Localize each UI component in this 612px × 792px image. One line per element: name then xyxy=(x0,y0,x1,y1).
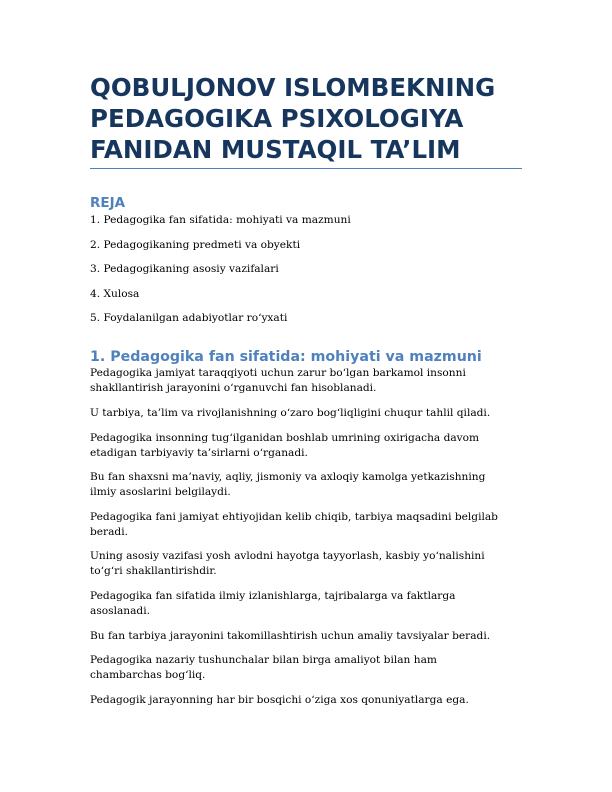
section-body xyxy=(90,366,522,707)
title-line: PEDAGOGIKA PSIXOLOGIYA xyxy=(90,104,464,133)
paragraph-line: ilmiy asoslarini belgilaydi. xyxy=(90,486,231,499)
paragraph xyxy=(90,431,522,461)
paragraph xyxy=(90,693,522,708)
paragraph xyxy=(90,589,522,619)
paragraph xyxy=(90,629,522,644)
title-line: FANIDAN MUSTAQIL TA’LIM xyxy=(90,135,461,164)
plan-list xyxy=(90,213,522,326)
plan-item: 4. Xulosa xyxy=(90,287,140,300)
paragraph-line: shakllantirish jarayonini o‘rganuvchi fan hisoblanadi. xyxy=(90,382,377,395)
paragraph xyxy=(90,510,522,540)
paragraph-line: asoslanadi. xyxy=(90,604,150,617)
paragraph-line: Pedagogika nazariy tushunchalar bilan birga amaliyot bilan ham xyxy=(90,654,437,667)
paragraph xyxy=(90,406,522,421)
paragraph-line: etadigan tarbiyaviy ta’sirlarni o‘rganadi. xyxy=(90,446,308,459)
paragraph-line: Pedagogika jamiyat taraqqiyoti uchun zarur bo‘lgan barkamol insonni xyxy=(90,367,466,380)
plan-heading: REJA xyxy=(90,195,126,211)
paragraph-line: to‘g‘ri shakllantirishdir. xyxy=(90,565,217,578)
paragraph-line: Bu fan tarbiya jarayonini takomillashtirish uchun amaliy tavsiyalar beradi. xyxy=(90,629,491,642)
plan-item: 1. Pedagogika fan sifatida: mohiyati va mazmuni xyxy=(90,214,351,226)
plan-item: 3. Pedagogikaning asosiy vazifalari xyxy=(90,263,279,276)
plan-item: 5. Foydalanilgan adabiyotlar ro‘yxati xyxy=(90,312,288,325)
paragraph-line: chambarchas bog‘liq. xyxy=(90,669,206,682)
document-page xyxy=(90,72,522,717)
paragraph-line: beradi. xyxy=(90,525,128,538)
title-line: QOBULJONOV ISLOMBEKNING xyxy=(90,73,496,102)
paragraph xyxy=(90,470,522,500)
paragraph-line: Uning asosiy vazifasi yosh avlodni hayotga tayyorlash, kasbiy yo‘nalishini xyxy=(90,550,485,563)
section-heading: 1. Pedagogika fan sifatida: mohiyati va mazmuni xyxy=(90,349,482,366)
paragraph-line: U tarbiya, ta’lim va rivojlanishning o‘zaro bog‘liqligini chuqur tahlil qiladi. xyxy=(90,406,491,419)
paragraph-line: Pedagogik jarayonning har bir bosqichi o‘ziga xos qonuniyatlarga ega. xyxy=(90,693,469,706)
paragraph xyxy=(90,366,522,396)
paragraph xyxy=(90,549,522,579)
paragraph-line: Bu fan shaxsni ma’naviy, aqliy, jismoniy va axloqiy kamolga yetkazishning xyxy=(90,471,486,484)
paragraph xyxy=(90,653,522,683)
paragraph-line: Pedagogika fani jamiyat ehtiyojidan kelib chiqib, tarbiya maqsadini belgilab xyxy=(90,510,498,523)
plan-item: 2. Pedagogikaning predmeti va obyekti xyxy=(90,238,301,251)
paragraph-line: Pedagogika insonning tug‘ilganidan boshlab umrining oxirigacha davom xyxy=(90,431,480,444)
document-title xyxy=(90,72,522,169)
paragraph-line: Pedagogika fan sifatida ilmiy izlanishlarga, tajribalarga va faktlarga xyxy=(90,589,456,602)
